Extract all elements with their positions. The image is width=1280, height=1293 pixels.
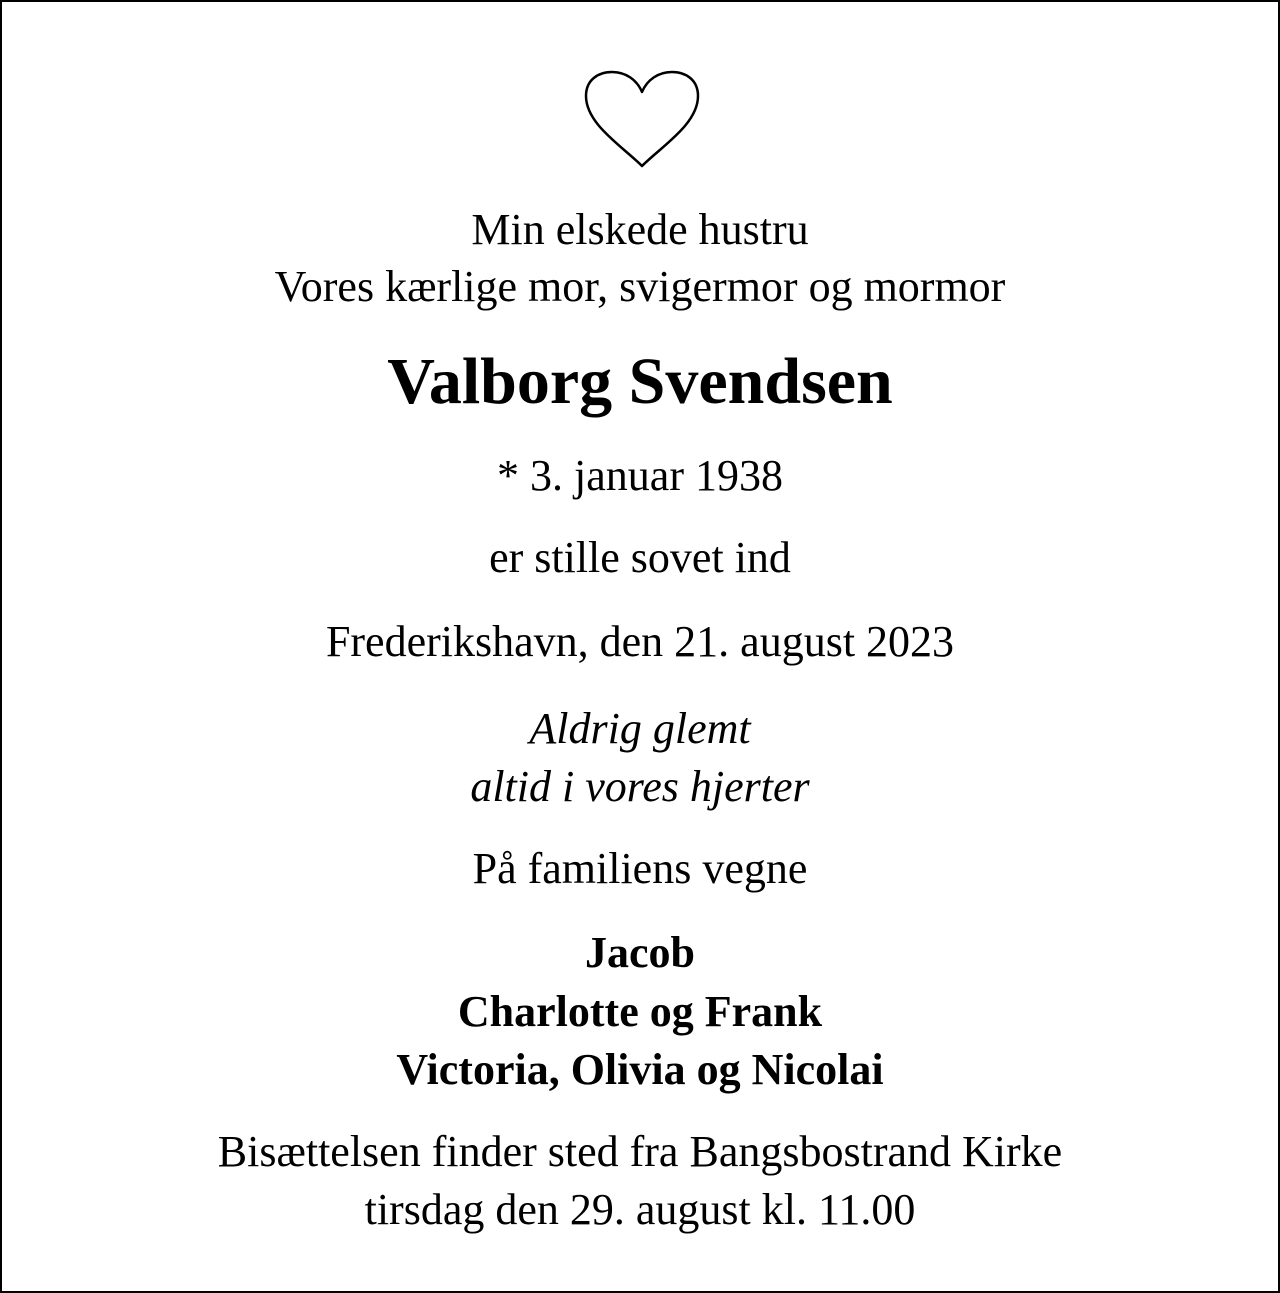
place-and-date: Frederikshavn, den 21. august 2023 <box>325 617 955 666</box>
funeral-location: Bisættelsen finder sted fra Bangsbostrand Kirke <box>217 1127 1063 1176</box>
funeral-time: tirsdag den 29. august kl. 11.00 <box>364 1185 916 1234</box>
intro-line-mother: Vores kærlige mor, svigermor og mormor <box>274 262 1006 311</box>
family-intro: På familiens vegne <box>472 844 808 893</box>
passing-text: er stille sovet ind <box>489 533 791 582</box>
family-name: Jacob <box>585 928 695 977</box>
birth-date: * 3. januar 1938 <box>497 451 783 500</box>
quote-line-1: Aldrig glemt <box>529 704 751 753</box>
heart-outline-icon <box>582 68 702 170</box>
family-name: Victoria, Olivia og Nicolai <box>396 1045 884 1094</box>
family-name: Charlotte og Frank <box>457 987 823 1036</box>
quote-line-2: altid i vores hjerter <box>470 762 810 811</box>
deceased-name: Valborg Svendsen <box>387 345 893 418</box>
intro-line-wife: Min elskede hustru <box>471 205 809 254</box>
